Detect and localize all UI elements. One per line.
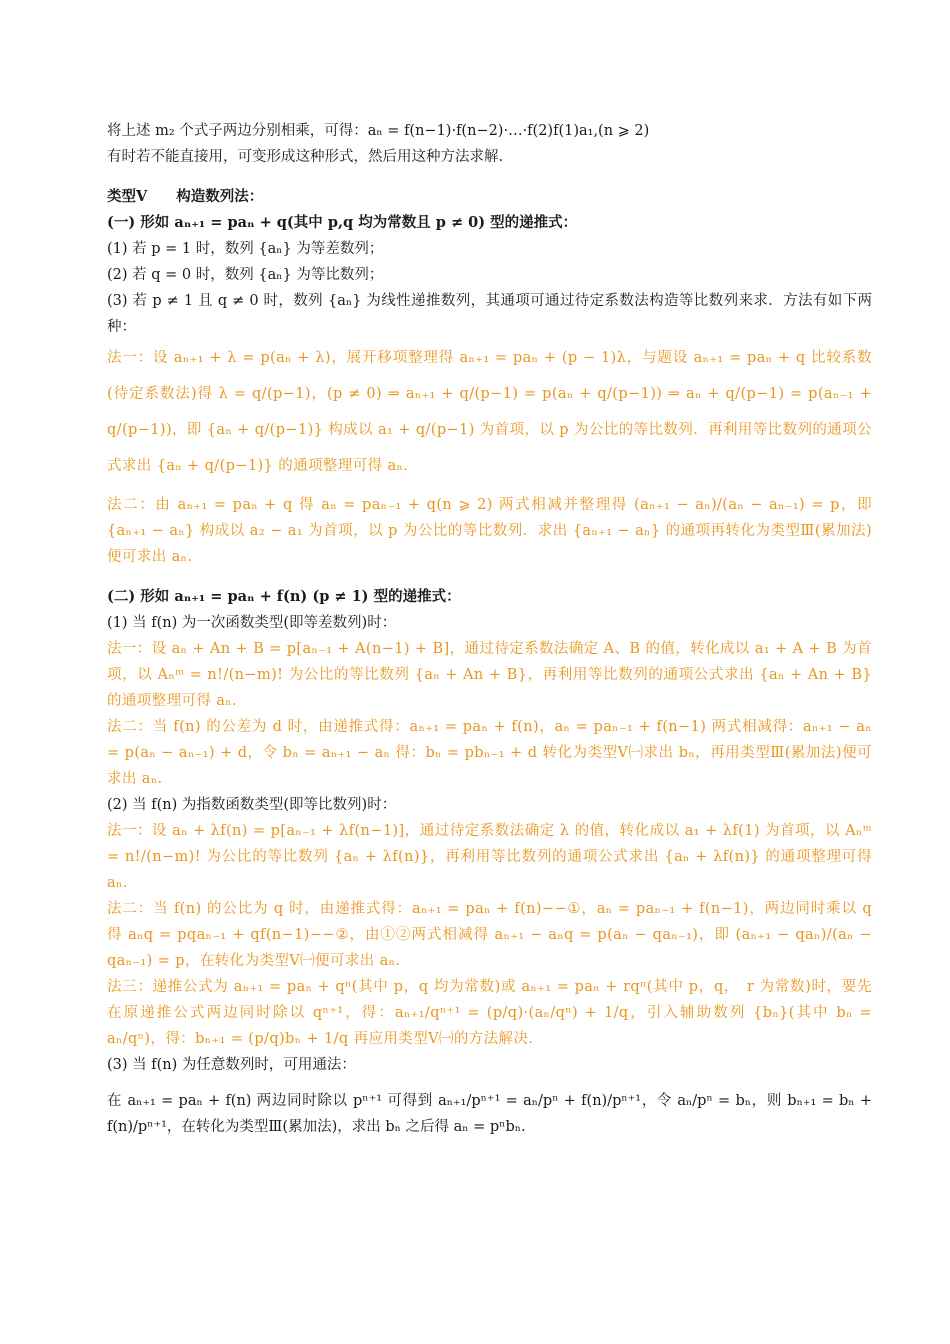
- subsection-heading-1: (一) 形如 aₙ₊₁ = paₙ + q(其中 p,q 均为常数且 p ≠ 0) 型的递推式：: [107, 214, 578, 231]
- case-linear-fn: (1) 当 f(n) 为一次函数类型(即等差数列)时：: [107, 615, 397, 631]
- document-page: [107, 118, 872, 1140]
- section-heading-type-v: 类型Ⅴ 构造数列法：: [107, 188, 264, 205]
- general-method-paragraph: 在 aₙ₊₁ = paₙ + f(n) 两边同时除以 pⁿ⁺¹ 可得到 aₙ₊₁/pⁿ⁺¹ = aₙ/pⁿ + f(n)/pⁿ⁺¹，令 aₙ/pⁿ = bₙ，则 bₙ₊₁ = bₙ + f(n)/pⁿ⁺¹，在转化为类型Ⅲ(累加法)，求出 bₙ 之后得 aₙ = pⁿbₙ.: [107, 1093, 872, 1135]
- case-arbitrary-fn: (3) 当 f(n) 为任意数列时，可用通法：: [107, 1057, 356, 1073]
- case-q-equals-0: (2) 若 q = 0 时，数列 {aₙ} 为等比数列；: [107, 267, 384, 283]
- exp-method-2-paragraph: 法二：当 f(n) 的公比为 q 时，由递推式得：aₙ₊₁ = paₙ + f(n)−−①，aₙ = paₙ₋₁ + f(n−1)，两边同时乘以 q 得 aₙq = pqaₙ₋₁ + qf(n−1)−−②，由①②两式相减得 aₙ₊₁ − aₙq = p(aₙ − qaₙ₋₁)，即 (aₙ₊₁ − qaₙ)/(aₙ − qaₙ₋₁) = p，在转化为类型Ⅴ㈠便可求出 aₙ.: [107, 901, 872, 969]
- line-transform-note: 有时若不能直接用，可变形成这种形式，然后用这种方法求解.: [107, 149, 504, 165]
- case-p-equals-1: (1) 若 p = 1 时，数列 {aₙ} 为等差数列；: [107, 241, 384, 257]
- case-linear-recurrence: (3) 若 p ≠ 1 且 q ≠ 0 时，数列 {aₙ} 为线性递推数列，其通项可通过待定系数法构造等比数列来求．方法有如下两种：: [107, 293, 872, 335]
- linear-method-2-paragraph: 法二：当 f(n) 的公差为 d 时，由递推式得：aₙ₊₁ = paₙ + f(n)，aₙ = paₙ₋₁ + f(n−1) 两式相减得：aₙ₊₁ − aₙ = p(aₙ − aₙ₋₁) + d，令 bₙ = aₙ₊₁ − aₙ 得：bₙ = pbₙ₋₁ + d 转化为类型Ⅴ㈠求出 bₙ，再用类型Ⅲ(累加法)便可求出 aₙ.: [107, 719, 872, 787]
- case-exponential-fn: (2) 当 f(n) 为指数函数类型(即等比数列)时：: [107, 797, 397, 813]
- method-2-paragraph: 法二：由 aₙ₊₁ = paₙ + q 得 aₙ = paₙ₋₁ + q(n ⩾ 2) 两式相减并整理得 (aₙ₊₁ − aₙ)/(aₙ − aₙ₋₁) = p，即 {aₙ₊₁ − aₙ} 构成以 a₂ − a₁ 为首项，以 p 为公比的等比数列．求出 {aₙ₊₁ − aₙ} 的通项再转化为类型Ⅲ(累加法)便可求出 aₙ.: [107, 497, 872, 565]
- exp-method-3-paragraph: 法三：递推公式为 aₙ₊₁ = paₙ + qⁿ(其中 p，q 均为常数)或 aₙ₊₁ = paₙ + rqⁿ(其中 p，q， r 为常数)时，要先在原递推公式两边同时除以 qⁿ⁺¹，得：aₙ₊₁/qⁿ⁺¹ = (p/q)·(aₙ/qⁿ) + 1/q，引入辅助数列 {bₙ}(其中 bₙ = aₙ/qⁿ)，得：bₙ₊₁ = (p/q)bₙ + 1/q 再应用类型Ⅴ㈠的方法解决．: [107, 979, 872, 1047]
- subsection-heading-2: (二) 形如 aₙ₊₁ = paₙ + f(n) (p ≠ 1) 型的递推式：: [107, 588, 461, 605]
- line-product-result: 将上述 m₂ 个式子两边分别相乘，可得：aₙ = f(n−1)·f(n−2)·…·f(2)f(1)a₁,(n ⩾ 2): [107, 123, 650, 139]
- exp-method-1-paragraph: 法一：设 aₙ + λf(n) = p[aₙ₋₁ + λf(n−1)]，通过待定系数法确定 λ 的值，转化成以 a₁ + λf(1) 为首项，以 Aₙᵐ = n!/(n−m)! 为公比的等比数列 {aₙ + λf(n)}，再利用等比数列的通项公式求出 {aₙ + λf(n)} 的通项整理可得 aₙ.: [107, 823, 872, 891]
- method-1-paragraph: 法一：设 aₙ₊₁ + λ = p(aₙ + λ)，展开移项整理得 aₙ₊₁ = paₙ + (p − 1)λ，与题设 aₙ₊₁ = paₙ + q 比较系数(待定系数法)得 λ = q/(p−1)，(p ≠ 0) ⇒ aₙ₊₁ + q/(p−1) = p(aₙ + q/(p−1)) ⇒ aₙ + q/(p−1) = p(aₙ₋₁ + q/(p−1))，即 {aₙ + q/(p−1)} 构成以 a₁ + q/(p−1) 为首项，以 p 为公比的等比数列．再利用等比数列的通项公式求出 {aₙ + q/(p−1)} 的通项整理可得 aₙ.: [107, 350, 872, 474]
- linear-method-1-paragraph: 法一：设 aₙ + An + B = p[aₙ₋₁ + A(n−1) + B]，通过待定系数法确定 A、B 的值，转化成以 a₁ + A + B 为首项，以 Aₙᵐ = n!/(n−m)! 为公比的等比数列 {aₙ + An + B}，再利用等比数列的通项公式求出 {aₙ + An + B} 的通项整理可得 aₙ.: [107, 641, 872, 709]
